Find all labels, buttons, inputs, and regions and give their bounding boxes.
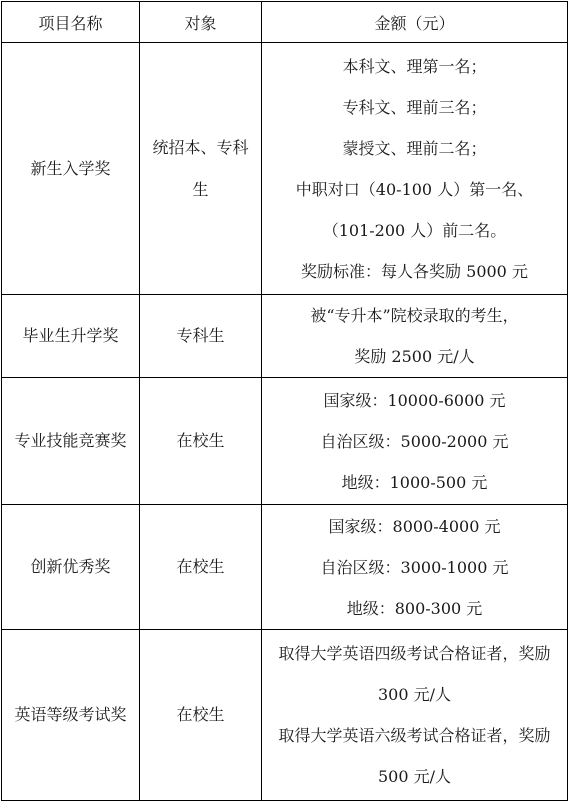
table-row	[2, 630, 568, 801]
header-amount: 金额（元）	[262, 2, 568, 43]
award-target: 在校生	[140, 505, 262, 630]
amount-line: 自治区级：3000-1000 元	[320, 557, 509, 577]
award-table	[1, 1, 568, 801]
amount-line: 国家级：8000-4000 元	[328, 516, 501, 536]
amount-line: 本科文、理第一名；	[342, 56, 487, 76]
award-target: 在校生	[140, 630, 262, 801]
amount-line: 取得大学英语四级考试合格证者，奖励 300 元/人	[278, 644, 551, 704]
award-target: 在校生	[140, 378, 262, 505]
table-body	[2, 43, 568, 801]
award-amount	[262, 630, 568, 801]
header-row	[2, 2, 568, 43]
amount-line: 被“专升本”院校录取的考生，	[310, 306, 519, 325]
amount-line: 中职对口（40-100 人）第一名、	[295, 179, 534, 199]
award-name: 专业技能竞赛奖	[2, 378, 140, 505]
table-row	[2, 295, 568, 378]
amount-line: 专科文、理前三名；	[342, 97, 487, 117]
award-amount	[262, 43, 568, 295]
amount-line: 地级：1000-500 元	[341, 472, 488, 492]
award-name: 英语等级考试奖	[2, 630, 140, 801]
amount-line: 地级：800-300 元	[346, 598, 483, 618]
amount-line: （101-200 人）前二名。	[322, 220, 507, 240]
amount-line: 奖励 2500 元/人	[354, 347, 475, 366]
award-name: 新生入学奖	[2, 43, 140, 295]
table-row	[2, 378, 568, 505]
amount-line: 奖励标准：每人各奖励 5000 元	[301, 261, 528, 281]
award-name: 创新优秀奖	[2, 505, 140, 630]
header-target: 对象	[140, 2, 262, 43]
header-name: 项目名称	[2, 2, 140, 43]
award-amount	[262, 378, 568, 505]
table-row	[2, 43, 568, 295]
award-amount	[262, 505, 568, 630]
award-target: 统招本、专科生	[140, 43, 262, 295]
table-header	[2, 2, 568, 43]
amount-line: 国家级：10000-6000 元	[323, 390, 506, 410]
award-name: 毕业生升学奖	[2, 295, 140, 378]
amount-line: 自治区级：5000-2000 元	[320, 431, 509, 451]
award-amount	[262, 295, 568, 378]
award-target: 专科生	[140, 295, 262, 378]
amount-line: 蒙授文、理前二名；	[342, 138, 487, 158]
table-row	[2, 505, 568, 630]
amount-line: 取得大学英语六级考试合格证者，奖励 500 元/人	[278, 726, 551, 786]
